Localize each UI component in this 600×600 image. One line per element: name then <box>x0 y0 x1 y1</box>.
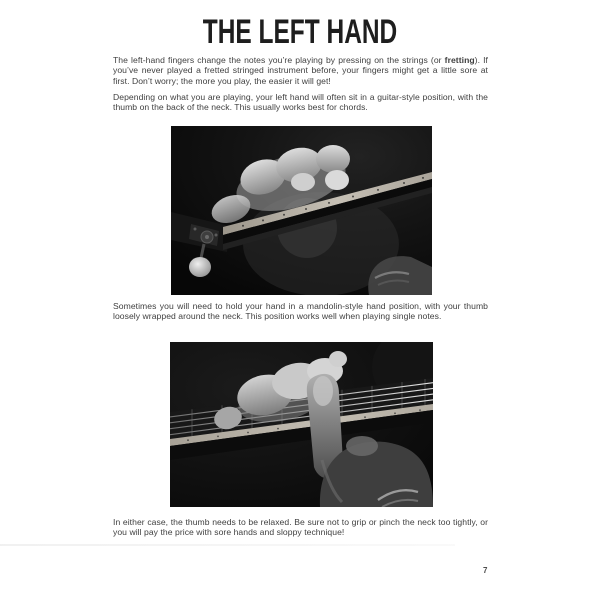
paragraph-fretting-intro <box>113 55 488 86</box>
fingertip-raised <box>329 351 347 367</box>
bold-term-fretting: fretting <box>444 55 475 65</box>
photo-mandolin-style-hand-position <box>170 342 433 507</box>
fingertip <box>291 173 315 191</box>
photo-guitar-style-hand-position <box>171 126 432 295</box>
paragraph-mandolin-style: Sometimes you will need to hold your hand in a mandolin-style hand position, with your thumb loosely wrapped around the neck. This position works well when playing single notes. <box>113 301 488 322</box>
page-title: THE LEFT HAND <box>202 13 398 51</box>
tuning-peg-button <box>189 257 211 277</box>
tuner-screw <box>194 228 197 231</box>
thumb-highlight <box>313 376 333 406</box>
paragraph-text: ). If you’ve never played a fretted stringed instrument before, your fingers might get a little sore at first. Don’t worry; the more you play, the easier it will get! <box>113 55 488 86</box>
knuckle-highlight <box>346 436 378 456</box>
finger-knuckle <box>316 145 350 173</box>
tuner-screw <box>215 234 218 237</box>
paragraph-text: The left-hand fingers change the notes you’re playing by pressing on the strings (or <box>113 55 445 65</box>
paragraph-guitar-style: Depending on what you are playing, your left hand will often sit in a guitar-style position, with the thumb on the back of the neck. This usually works best for chords. <box>113 92 488 113</box>
fingertip <box>325 170 349 190</box>
page-fold-artifact <box>0 544 455 546</box>
page-number: 7 <box>483 566 488 575</box>
tuner-gear-center <box>205 235 209 239</box>
paragraph-thumb-relaxed: In either case, the thumb needs to be relaxed. Be sure not to grip or pinch the neck too tightly, or you will pay the price with sore hands and sloppy technique! <box>113 517 488 538</box>
